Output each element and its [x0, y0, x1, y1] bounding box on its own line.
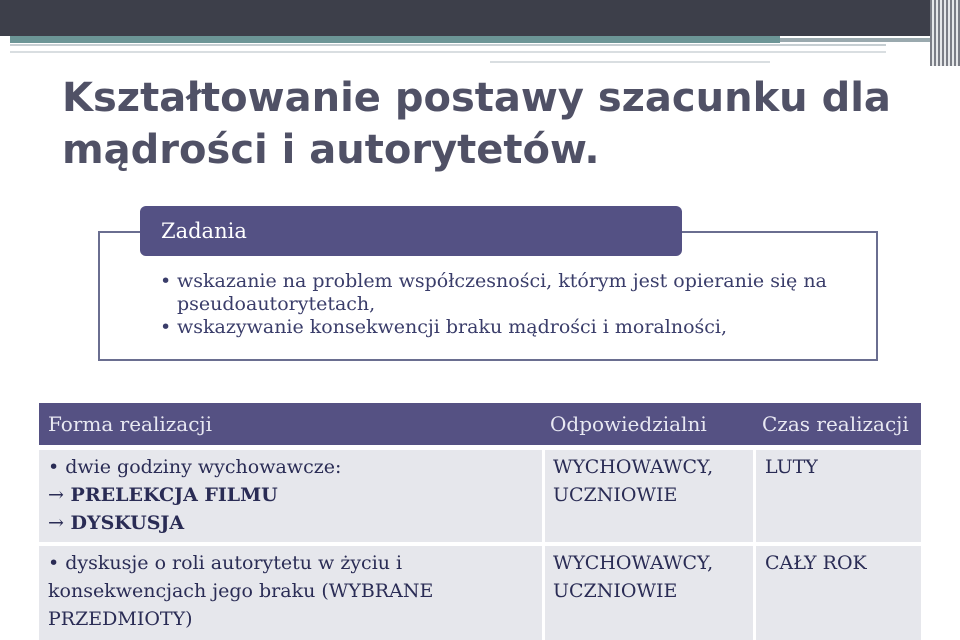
header-bar [0, 0, 934, 36]
task-item: • wskazywanie konsekwencji braku mądrości i moralności, [160, 316, 860, 339]
arrow-icon: → [48, 484, 64, 506]
form-cell: • dwie godziny wychowawcze: → PRELEKCJA FILMU → DYSKUSJA [39, 450, 539, 542]
time-cell: CAŁY ROK [753, 546, 921, 640]
header-accent-bar [10, 36, 780, 43]
time-cell: LUTY [753, 450, 921, 542]
header-form: Forma realizacji [48, 412, 213, 436]
title-bold: postawy szacunku dla mądrości i autorytetów. [62, 75, 891, 173]
sub-item: DYSKUSJA [70, 512, 185, 534]
table-row [39, 546, 921, 640]
header-stripes [930, 0, 960, 66]
header-accent-bar-2 [780, 38, 932, 42]
header-line-2 [10, 51, 886, 53]
header-line [10, 44, 886, 46]
header-line-3 [490, 61, 770, 63]
form-text: dwie godziny wychowawcze: [65, 456, 342, 478]
table-row [39, 450, 921, 542]
sub-item: PRELEKCJA FILMU [70, 484, 278, 506]
form-text: dyskusje o roli autorytetu w życiu i konsekwencjach jego braku (WYBRANE PRZEDMIOTY) [48, 552, 434, 630]
tasks-list [160, 270, 860, 339]
task-item: • wskazanie na problem współczesności, którym jest opieranie się na pseudoautorytetach, [160, 270, 860, 316]
responsible-cell: WYCHOWAWCY, UCZNIOWIE [542, 450, 750, 542]
form-cell: • dyskusje o roli autorytetu w życiu i konsekwencjach jego braku (WYBRANE PRZEDMIOTY) [39, 546, 539, 640]
tasks-label: Zadania [140, 206, 682, 256]
slide-title [62, 72, 922, 176]
table-header [39, 403, 921, 445]
responsible-cell: WYCHOWAWCY, UCZNIOWIE [542, 546, 750, 640]
header-responsible: Odpowiedzialni [550, 412, 707, 436]
header-time: Czas realizacji [762, 412, 909, 436]
title-regular: Kształtowanie [62, 75, 395, 121]
arrow-icon: → [48, 512, 64, 534]
